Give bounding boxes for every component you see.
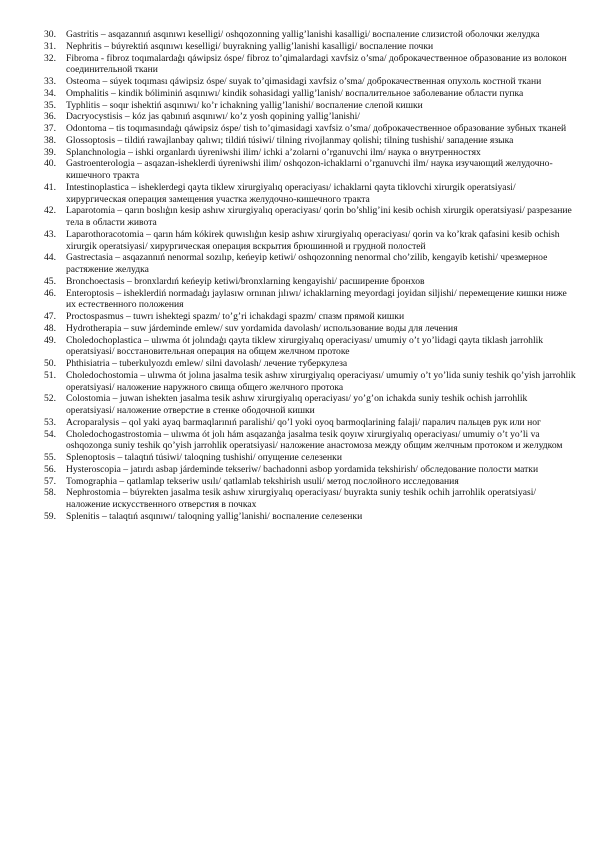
item-text: Hydrotherapia – suw járdeminde emlew/ suv yordamida davolash/ использование воды для лечения	[66, 322, 458, 334]
item-number: 47.	[44, 311, 56, 322]
item-text: Colostomia – juwan ishekten jasalma tesik ashıw xirurgiyalıq operaciyası/ yo’g’on ichakda suniy teshik ochish jarrohlik operatsiyasi/ наложение отверстие в стенке ободочной кишки	[66, 393, 528, 416]
item-number: 41.	[44, 181, 56, 193]
item-text: Bronchoectasis – bronxlardıń keńeyip ketiwi/bronxlarning kengayishi/ расширение бронхов	[66, 275, 425, 287]
item-text: Splanchnologia – ishki organlardı úyreniwshi ilim/ ichki a’zolarni o’rganuvchi ilm/ наука о внутренностях	[66, 146, 481, 158]
list-item	[44, 288, 576, 312]
list-item	[44, 41, 576, 53]
item-number: 48.	[44, 322, 56, 334]
item-number: 46.	[44, 287, 56, 299]
item-text: Odontoma – tis toqımasındaģı qáwipsiz óspe/ tish to’qimasidagi xavfsiz o’sma/ доброкачественное образование зубных тканей	[66, 123, 567, 134]
item-text: Enteroptosis – isheklerdiń normadaģı jaylasıw ornınan jılıwı/ ichaklarning meyordagi joyidan siljishi/ перемещение кишки ниже их естественного положения	[66, 287, 567, 311]
item-text: Tomographia – qatlamlap tekseriw usılı/ qatlamlab tekshirish usuli/ метод послойного исследования	[66, 475, 459, 487]
item-number: 33.	[44, 76, 56, 87]
item-text: Acroparalysis – qol yaki ayaq barmaqlarınıń paralishi/ qo’l yoki oyoq barmoqlarining falaji/ паралич пальцев рук или ног	[66, 416, 541, 428]
item-number: 36.	[44, 111, 56, 123]
list-item	[44, 358, 576, 370]
item-number: 56.	[44, 463, 56, 475]
list-item	[44, 205, 576, 229]
item-number: 31.	[44, 40, 56, 52]
item-number: 39.	[44, 146, 56, 158]
list-item	[44, 370, 576, 394]
item-text: Osteoma – súyek toqıması qáwipsiz óspe/ suyak to’qimasidagi xavfsiz o’sma/ доброкачественная опухоль костной ткани	[66, 76, 542, 87]
item-text: Fibroma - fibroz toqımalardaģı qáwipsiz óspe/ fibroz to’qimalardagi xavfsiz o’sma/ доброкачественное образование из волокон соединительной ткани	[66, 52, 567, 76]
item-text: Proctospasmus – tuwrı ishektegi spazm/ to’g’ri ichakdagi spazm/ спазм прямой кишки	[66, 311, 405, 322]
list-item	[44, 111, 576, 123]
item-text: Phthisiatria – tuberkulyozdı emlew/ silni davolash/ лечение туберкулеза	[66, 358, 348, 369]
item-number: 35.	[44, 99, 56, 111]
list-item	[44, 147, 576, 159]
item-text: Gastritis – asqazannıń asqınıwı keselligi/ oshqozonning yallig’lanishi kasalligi/ воспаление слизистой оболочки желудка	[66, 29, 540, 40]
list-item	[44, 276, 576, 288]
list-item	[44, 487, 576, 511]
item-text: Splenoptosis – talaqtıń túsiwi/ taloqning tushishi/ опущение селезенки	[66, 452, 342, 463]
item-text: Hysteroscopia – jatırdı asbap járdeminde tekseriw/ bachadonni asbop yordamida tekshirish/ обследование полости матки	[66, 463, 539, 475]
item-number: 42.	[44, 205, 56, 217]
item-text: Choledochogastrostomia – ulıwma ót jolı hám asqazanģa jasalma tesik qoyıw xirurgiyalıq operaciyası/ umumiy o’t yo’li va oshqozonga suniy teshik qo’yish jarrohlik operatsiyasi/ наложение анастомоза между общим желчным протоком и желудком	[66, 428, 563, 452]
list-item	[44, 417, 576, 429]
item-number: 53.	[44, 416, 56, 428]
item-number: 44.	[44, 252, 56, 264]
item-text: Gastroenterologia – asqazan-isheklerdi úyreniwshi ilim/ oshqozon-ichaklarni o’rganuvchi ilm/ наука изучающий желудочно-кишечного тракта	[66, 158, 553, 181]
list-item	[44, 476, 576, 488]
item-text: Glossoptosis – tildiń rawajlanbay qalıwı; tildiń túsiwi/ tilning rivojlanmay qolishi; tilning tushishi/ западение языка	[66, 134, 514, 146]
item-number: 45.	[44, 275, 56, 287]
item-text: Choledochoplastica – ulıwma ót jolındaģı qayta tiklew xirurgiyalıq operaciyası/ umumiy o’t yo’lidagi qayta tiklash jarrohlik operatsiyasi/ восстановительная операция на общем желчном протоке	[66, 334, 544, 358]
item-number: 59.	[44, 510, 56, 522]
item-number: 38.	[44, 134, 56, 146]
item-number: 58.	[44, 487, 56, 499]
item-text: Laparotomia – qarın boslıģın kesip ashıw xirurgiyalıq operaciyası/ qorin bo’shlig’ini kesib ochish xirurgik operatsiyasi/ разрезание тела в области живота	[66, 205, 572, 228]
term-list	[44, 29, 576, 523]
list-item	[44, 323, 576, 335]
item-number: 37.	[44, 123, 56, 134]
list-item	[44, 311, 576, 323]
list-item	[44, 29, 576, 41]
item-number: 57.	[44, 475, 56, 487]
list-item	[44, 464, 576, 476]
list-item	[44, 229, 576, 253]
list-item	[44, 452, 576, 464]
list-item	[44, 335, 576, 359]
list-item	[44, 429, 576, 453]
item-text: Nephrostomia – búyrekten jasalma tesik ashıw xirurgiyalıq operaciyası/ buyrakta suniy teshik ochih jarrohlik operatsiyasi/ наложение искусственного отверстия в почках	[66, 487, 537, 510]
item-text: Choledochostomia – ulıwma ót jolına jasalma tesik ashıw xirurgiyalıq operaciyası/ umumiy o’t yo’lida suniy teshik qo’yish jarrohlik operatsiyasi/ наложение наружного свища общего желчного протока	[66, 369, 576, 393]
item-number: 30.	[44, 29, 56, 40]
list-item	[44, 135, 576, 147]
list-item	[44, 88, 576, 100]
list-item	[44, 123, 576, 135]
list-item	[44, 393, 576, 417]
item-number: 51.	[44, 369, 56, 381]
item-number: 52.	[44, 393, 56, 405]
item-text: Laparothoracotomia – qarın hám kókirek quwıslıģın kesip ashıw xirurgiyalıq operaciyası/ qorin va ko’krak qafasini kesib ochish xirurgik operatsiyasi/ хирургическая операция вскрытия брюшинной и грудной полостей	[66, 228, 560, 252]
item-text: Intestinoplastica – isheklerdegi qayta tiklew xirurgiyalıq operaciyası/ ichaklarni qayta tiklovchi xirurgik operatsiyasi/ хирургическая операция замещения участка желудочно-кишечного тракта	[66, 181, 516, 205]
item-text: Dacryocystisis – kóz jas qabınıń asqınıwı/ ko’z yosh qopining yallig’lanishi/	[66, 111, 360, 123]
item-number: 49.	[44, 334, 56, 346]
list-item	[44, 76, 576, 88]
list-item	[44, 511, 576, 523]
item-text: Splenitis – talaqtıń asqınıwı/ taloqning yallig’lanishi/ воспаление селезенки	[66, 510, 363, 522]
item-number: 50.	[44, 358, 56, 369]
item-number: 40.	[44, 158, 56, 170]
item-text: Omphalitis – kindik bóliminiń asqınıwı/ kindik sohasidagi yallig’lanish/ воспалительное заболевание области пупка	[66, 87, 524, 99]
list-item	[44, 158, 576, 182]
item-number: 55.	[44, 452, 56, 463]
list-item	[44, 252, 576, 276]
item-number: 54.	[44, 428, 56, 440]
item-text: Gastrectasia – asqazannıń nenormal sozılıp, keńeyip ketiwi/ oshqozonning nenormal cho’zilib, kengayib ketishi/ чрезмерное растяжение желудка	[66, 252, 548, 275]
item-text: Nephritis – búyrektiń asqınıwı keselligi/ buyrakning yallig’lanishi kasalligi/ воспаление почки	[66, 40, 434, 52]
list-item	[44, 100, 576, 112]
item-number: 34.	[44, 87, 56, 99]
item-text: Typhlitis – soqır ishektiń asqınıwı/ ko’r ichakning yallig’lanishi/ воспаление слепой кишки	[66, 99, 423, 111]
item-number: 43.	[44, 228, 56, 240]
list-item	[44, 53, 576, 77]
item-number: 32.	[44, 52, 56, 64]
list-item	[44, 182, 576, 206]
